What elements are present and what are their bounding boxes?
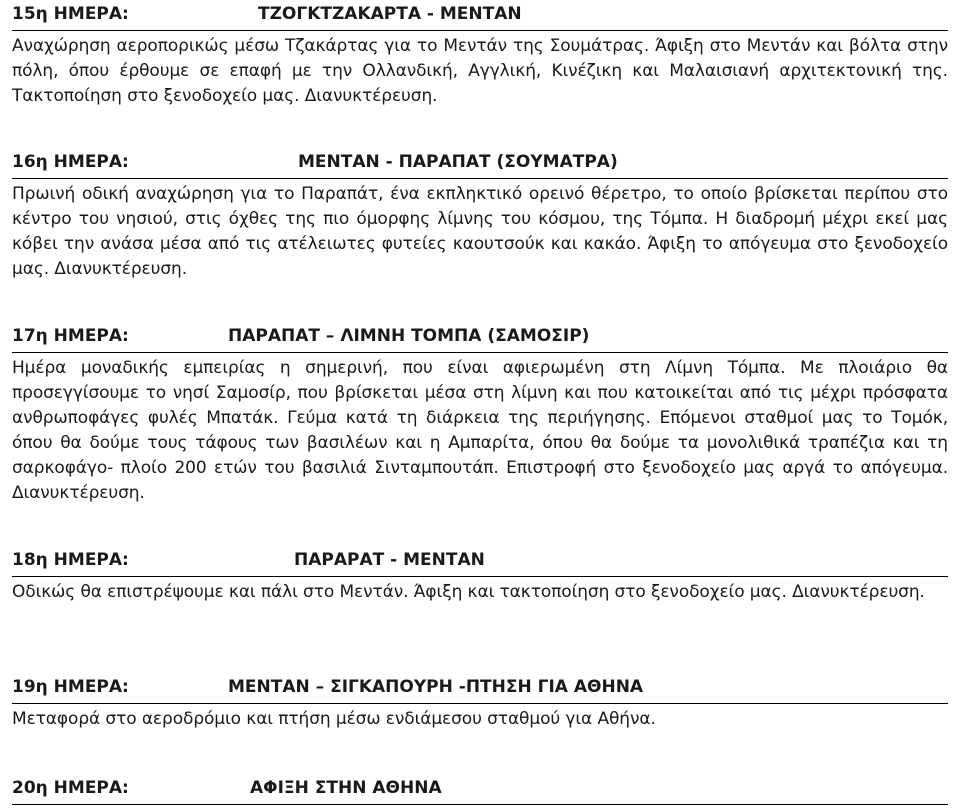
day-20-header <box>12 778 948 805</box>
day-16-label: 16η ΗΜΕΡΑ: <box>12 152 129 172</box>
day-18-label: 18η ΗΜΕΡΑ: <box>12 550 129 570</box>
day-18-description: Οδικώς θα επιστρέψουμε και πάλι στο Μεντάν. Άφιξη και τακτοποίηση στο ξενοδοχείο μας. Διανυκτέρευση. <box>12 582 925 602</box>
day-19-header <box>12 677 948 704</box>
day-15-description: Αναχώρηση αεροπορικώς μέσω Τζακάρτας για το Μεντάν της Σουμάτρας. Άφιξη στο Μεντάν και βόλτα στην πόλη, όπου έρθουμε σε επαφή με την Ολλανδική, Αγγλική, Κινέζικη και Μαλαισιανή αρχιτεκτονική της. Τακτοποίηση στο ξενοδοχείο μας. Διανυκτέρευση. <box>12 36 948 106</box>
day-17-description: Ημέρα μοναδικής εμπειρίας η σημερινή, που είναι αφιερωμένη στη Λίμνη Τόμπα. Με πλοιάριο θα προσεγγίσουμε το νησί Σαμοσίρ, που βρίσκεται μέσα στη λίμνη και που κατοικείται από τις μέχρι πρόσφατα ανθρωποφάγες φυλές Μπατάκ. Γεύμα κατά τη διάρκεια της περιήγησης. Επόμενοι σταθμοί μας το Τομόκ, όπου θα δούμε τους τάφους των βασιλέων και η Αμπαρίτα, όπου θα δούμε τα μονολιθικά τραπέζια και τη σαρκοφάγο- πλοίο 200 ετών του βασιλιά Σινταμπουτάπ. Επιστροφή στο ξενοδοχείο μας αργά το απόγευμα. Διανυκτέρευση. <box>12 358 948 503</box>
day-16-section <box>12 152 948 282</box>
day-20-section <box>12 778 948 805</box>
day-20-title: ΑΦΙΞΗ ΣΤΗΝ ΑΘΗΝΑ <box>250 778 442 798</box>
day-19-section <box>12 677 948 732</box>
day-18-header <box>12 550 948 577</box>
day-15-section <box>12 4 948 109</box>
day-20-label: 20η ΗΜΕΡΑ: <box>12 778 129 798</box>
day-17-title: ΠΑΡΑΠΑΤ – ΛΙΜΝΗ ΤΟΜΠΑ (ΣΑΜΟΣΙΡ) <box>228 326 590 346</box>
day-17-label: 17η ΗΜΕΡΑ: <box>12 326 129 346</box>
day-19-title: ΜΕΝΤΑΝ – ΣΙΓΚΑΠΟΥΡΗ -ΠΤΗΣΗ ΓΙΑ ΑΘΗΝΑ <box>228 677 644 697</box>
day-15-title: ΤΖΟΓΚΤΖΑΚΑΡΤΑ - ΜΕΝΤΑΝ <box>258 4 522 24</box>
day-15-label: 15η ΗΜΕΡΑ: <box>12 4 129 24</box>
day-17-header <box>12 326 948 353</box>
day-18-title: ΠΑΡΑΡΑΤ - ΜΕΝΤΑΝ <box>294 550 485 570</box>
day-19-label: 19η ΗΜΕΡΑ: <box>12 677 129 697</box>
day-16-title: ΜΕΝΤΑΝ - ΠΑΡΑΠΑΤ (ΣΟΥΜΑΤΡΑ) <box>298 152 618 172</box>
day-17-section <box>12 326 948 506</box>
day-19-description: Μεταφορά στο αεροδρόμιο και πτήση μέσω ενδιάμεσου σταθμού για Αθήνα. <box>12 709 656 729</box>
day-16-description: Πρωινή οδική αναχώρηση για το Παραπάτ, ένα εκπληκτικό ορεινό θέρετρο, το οποίο βρίσκεται περίπου στο κέντρο του νησιού, στις όχθες της πιο όμορφης λίμνης του κόσμου, της Τόμπα. Η διαδρομή μέχρι εκεί μας κόβει την ανάσα μέσα από τις ατέλειωτες φυτείες καουτσούκ και κακάο. Άφιξη το απόγευμα στο ξενοδοχείο μας. Διανυκτέρευση. <box>12 184 948 279</box>
day-16-header <box>12 152 948 179</box>
day-18-section <box>12 550 948 605</box>
day-15-header <box>12 4 948 31</box>
